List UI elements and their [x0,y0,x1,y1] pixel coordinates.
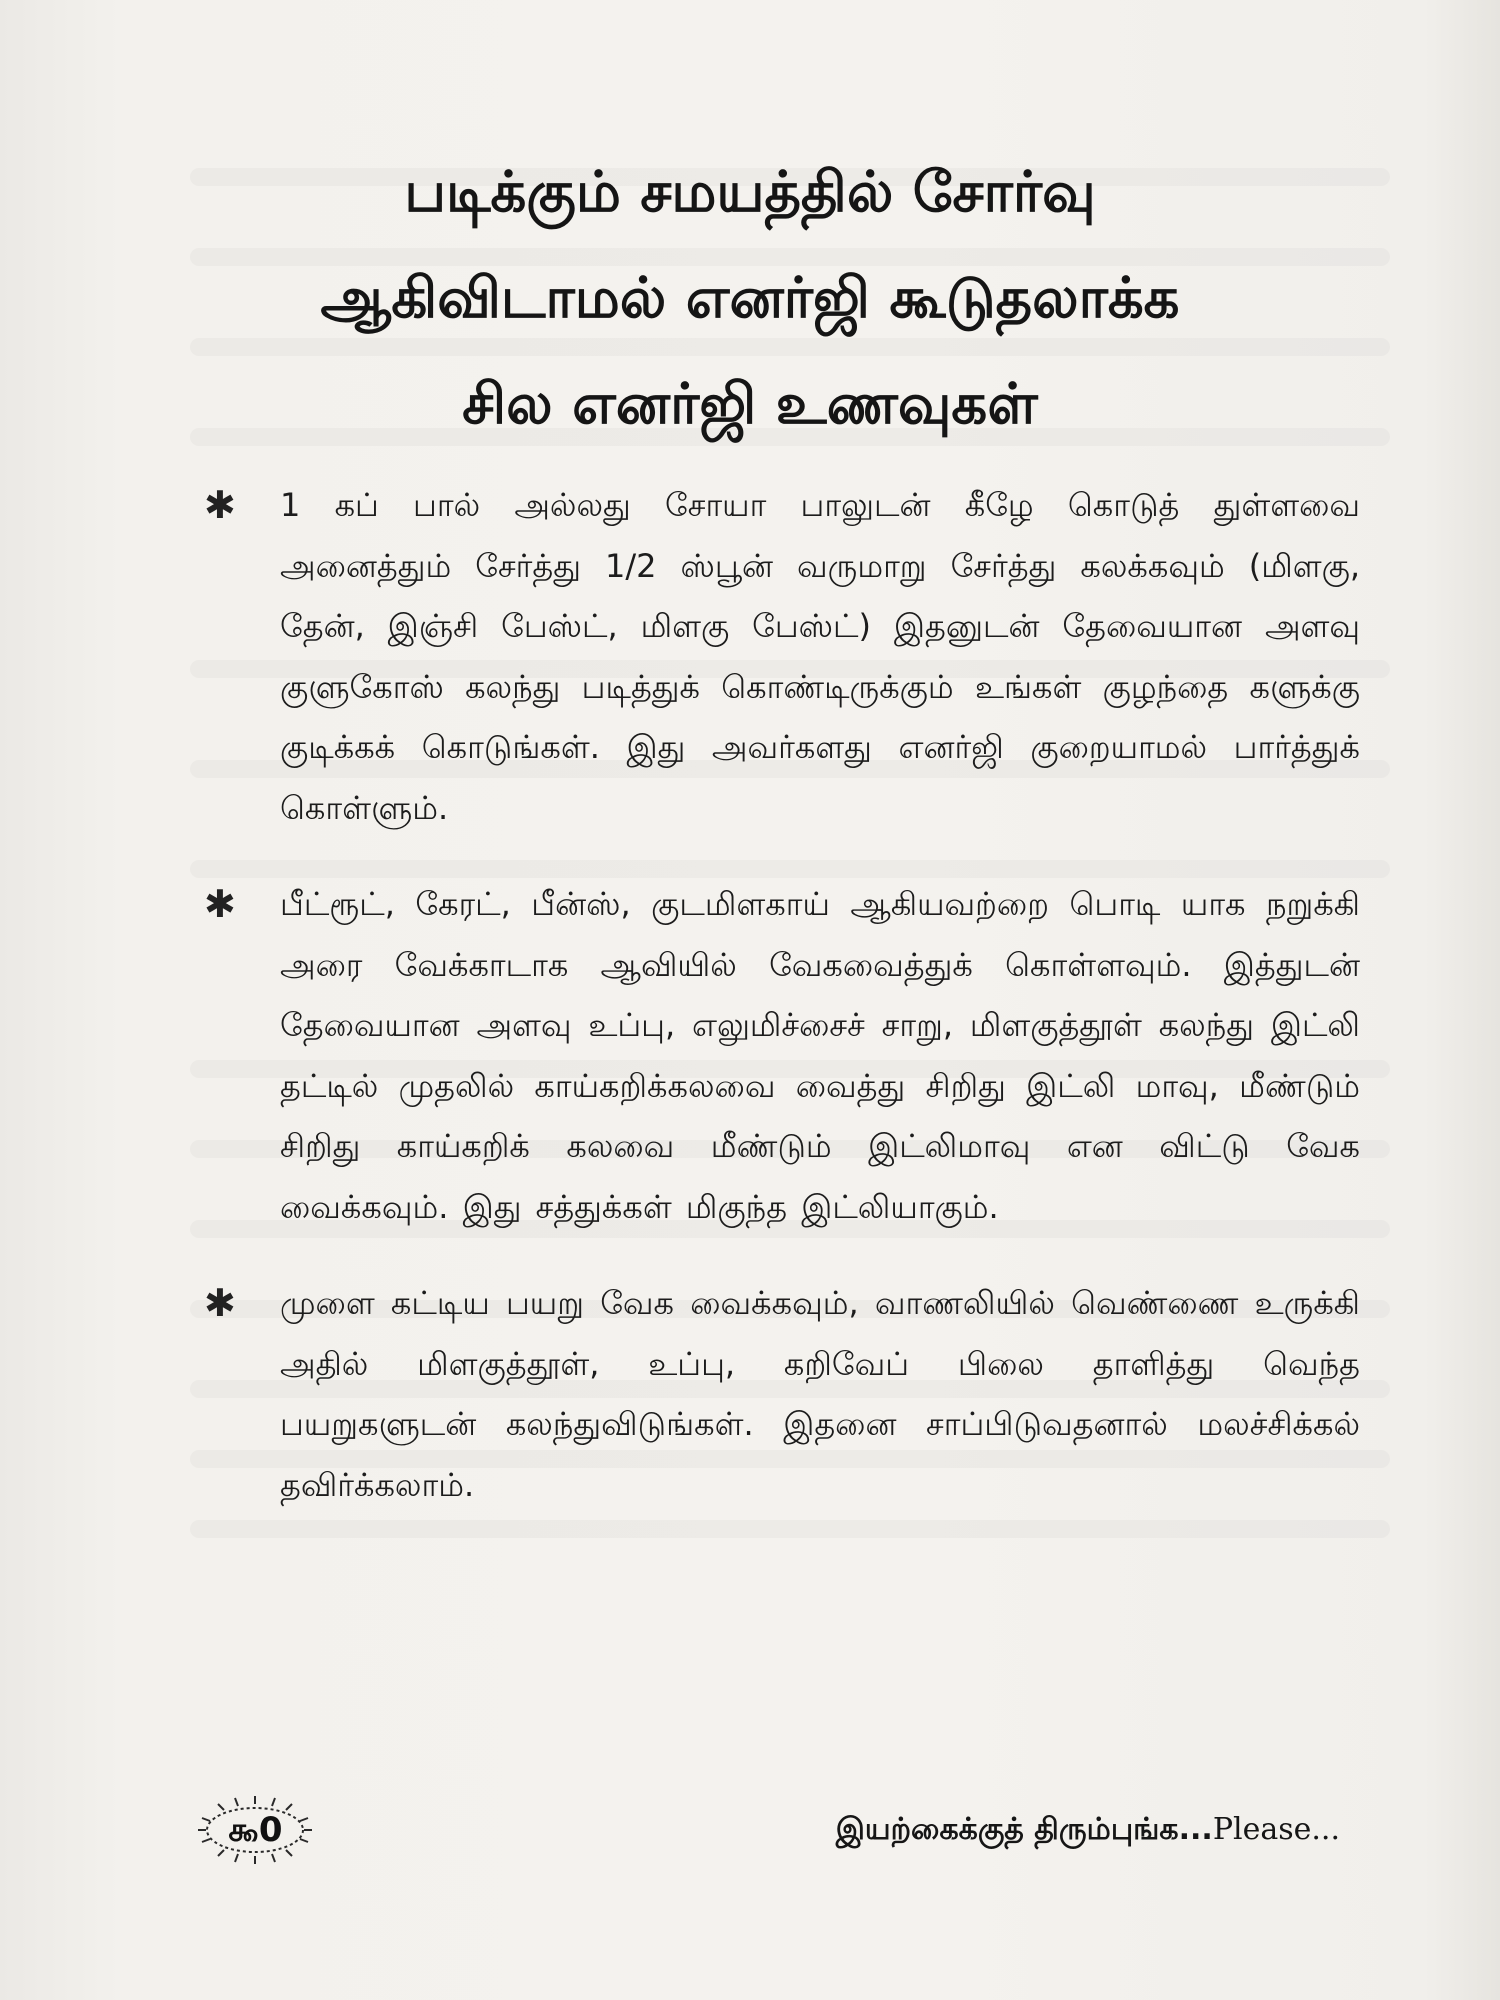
list-item [200,874,1360,1237]
page-title [150,140,1350,458]
running-title-english: Please... [1212,1812,1340,1847]
title-line: ஆகிவிடாமல் எனர்ஜி கூடுதலாக்க [320,266,1180,331]
bullet-list [200,475,1360,1551]
page-number: ௯0 [227,1810,283,1850]
title-line: படிக்கும் சமயத்தில் சோர்வு [404,160,1096,225]
bullet-text: முளை கட்டிய பயறு வேக வைக்கவும், வாணலியில் வெண்ணை உருக்கி அதில் மிளகுத்தூள், உப்பு, கறிவேப் பிலை தாளித்து வெந்த பயறுகளுடன் கலந்துவிடுங்கள். இதனை சாப்பிடுவதனால் மலச்சிக்கல் தவிர்க்கலாம். [280,1284,1360,1504]
bullet-text: 1 கப் பால் அல்லது சோயா பாலுடன் கீழே கொடுத் துள்ளவை அனைத்தும் சேர்த்து 1/2 ஸ்பூன் வருமாறு சேர்த்து கலக்கவும் (மிளகு, தேன், இஞ்சி பேஸ்ட், மிளகு பேஸ்ட்) இதனுடன் தேவையான அளவு குளுகோஸ் கலந்து படித்துக் கொண்டிருக்கும் உங்கள் குழந்தை களுக்கு குடிக்கக் கொடுங்கள். இது அவர்களது எனர்ஜி குறையாமல் பார்த்துக் கொள்ளும். [280,486,1360,827]
asterisk-icon: ✱ [204,882,236,926]
asterisk-icon: ✱ [204,1281,236,1325]
list-item [200,1273,1360,1515]
title-line: சில எனர்ஜி உணவுகள் [462,372,1038,437]
list-item [200,475,1360,838]
running-title-tamil: இயற்கைக்குத் திரும்புங்க... [835,1812,1213,1847]
asterisk-icon: ✱ [204,483,236,527]
bullet-text: பீட்ரூட், கேரட், பீன்ஸ், குடமிளகாய் ஆகியவற்றை பொடி யாக நறுக்கி அரை வேக்காடாக ஆவியில் வேகவைத்துக் கொள்ளவும். இத்துடன் தேவையான அளவு உப்பு, எலுமிச்சைச் சாறு, மிளகுத்தூள் கலந்து இட்லி தட்டில் முதலில் காய்கறிக்கலவை வைத்து சிறிது இட்லி மாவு, மீண்டும் சிறிது காய்கறிக் கலவை மீண்டும் இட்லிமாவு என விட்டு வேக வைக்கவும். இது சத்துக்கள் மிகுந்த இட்லியாகும். [280,885,1361,1226]
running-footer [780,1808,1340,1852]
